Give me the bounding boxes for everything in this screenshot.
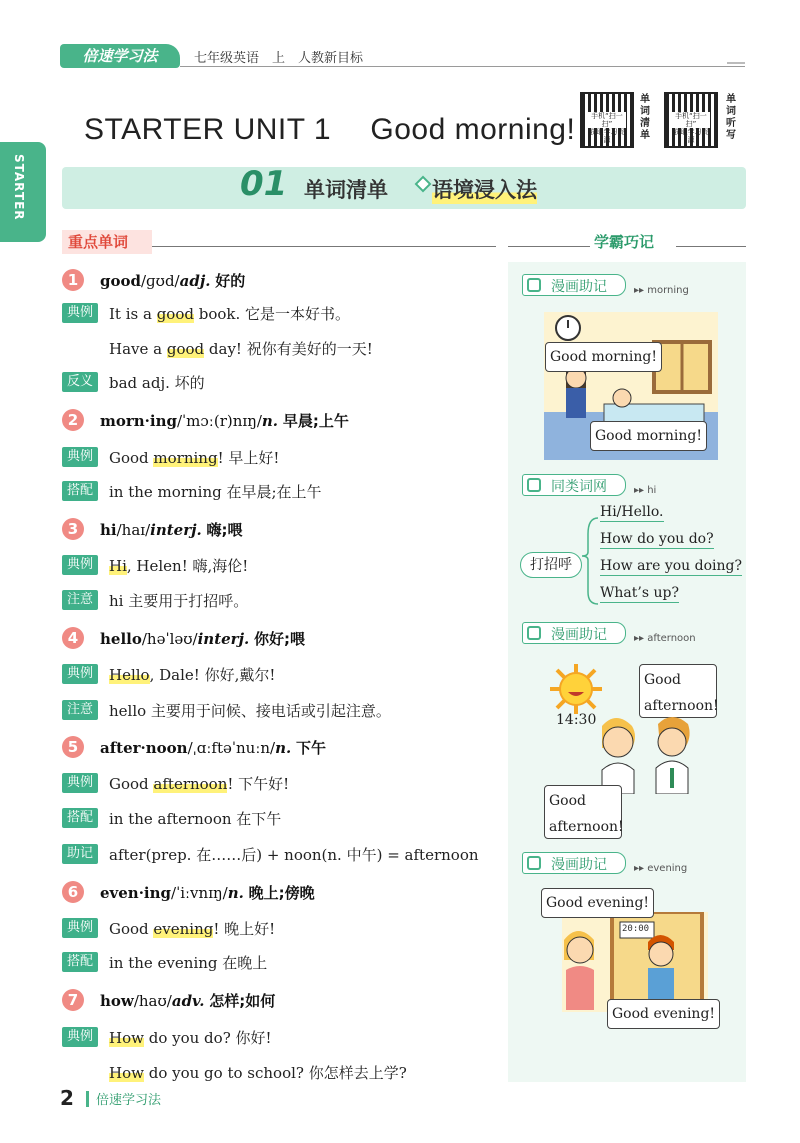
line-text: after(prep. 在……后) + noon(n. 中午) = afternoon	[109, 846, 479, 864]
example-line	[109, 808, 281, 829]
tag-badge: 典例	[62, 918, 98, 938]
tag-badge: 注意	[62, 590, 98, 610]
speech-bubble: Good morning!	[590, 421, 707, 451]
meaning: 晚上;傍晚	[248, 884, 315, 902]
highlighted-word: good	[166, 340, 205, 358]
headword-row	[100, 410, 349, 431]
example-line	[109, 481, 322, 502]
highlighted-word: How	[109, 1064, 144, 1082]
qr-side-label: 单词清单	[640, 94, 650, 141]
right-heading	[590, 230, 676, 254]
headword: how	[100, 992, 134, 1010]
tag-badge: 搭配	[62, 481, 98, 501]
example-line	[109, 664, 275, 685]
example-line	[109, 918, 275, 939]
line-text: It is a	[109, 305, 157, 323]
part-of-speech: n.	[261, 412, 279, 430]
bubble-line: afternoon!	[644, 698, 719, 714]
book-subtitle: 七年级英语 上 人教新目标	[194, 51, 364, 66]
unit-title: STARTER UNIT 1 Good morning!	[84, 113, 576, 146]
headword: good	[100, 272, 141, 290]
word-web-brace	[580, 504, 600, 608]
example-line	[109, 590, 248, 611]
footer-text: 倍速学习法	[96, 1093, 162, 1108]
word-web-label	[522, 474, 626, 496]
time-label: 14:30	[556, 712, 597, 728]
comic-sub-text: afternoon	[647, 633, 696, 644]
comic-label-text: 漫画助记	[551, 279, 607, 295]
line-text: ! 晚上好!	[213, 920, 276, 938]
highlighted-word: evening	[153, 920, 214, 938]
headword-row	[100, 270, 245, 291]
line-text: in the evening 在晚上	[109, 954, 268, 972]
example-line	[109, 952, 267, 973]
tag-badge: 典例	[62, 773, 98, 793]
section-number: 01	[240, 164, 288, 204]
speech-bubble: Good morning!	[545, 342, 662, 372]
line-text: do you go to school? 你怎样去上学?	[143, 1064, 407, 1082]
meaning: 好的	[215, 272, 246, 290]
line-text: in the afternoon 在下午	[109, 810, 282, 828]
tag-badge: 搭配	[62, 952, 98, 972]
headword-row	[100, 519, 243, 540]
grid-icon	[527, 478, 541, 492]
book-logo: 倍速学习法	[60, 44, 180, 68]
phonetic: /ˈmɔː(r)nɪŋ/	[177, 412, 262, 430]
meaning: 怎样;如何	[209, 992, 276, 1010]
highlighted-word: good	[156, 305, 194, 323]
entry-number: 1	[62, 269, 84, 291]
comic-sub: ▸▸ afternoon	[634, 633, 696, 644]
word-web-center	[520, 552, 582, 578]
headword-row	[100, 737, 326, 758]
afternoon-illustration	[594, 710, 698, 794]
tag-badge: 典例	[62, 555, 98, 575]
tag-badge: 典例	[62, 303, 98, 323]
tag-badge: 典例	[62, 447, 98, 467]
left-heading-label: 重点单词	[68, 233, 129, 251]
qr-code-icon[interactable]	[664, 92, 718, 148]
comic-label	[522, 274, 626, 296]
example-line	[109, 372, 205, 393]
word-web-item: Hi/Hello.	[600, 504, 664, 520]
qr-code-icon[interactable]	[580, 92, 634, 148]
right-heading-label: 学霸巧记	[594, 233, 655, 251]
comic-sub-text: evening	[647, 863, 688, 874]
grid-icon	[527, 856, 541, 870]
comic-sub-text: morning	[647, 285, 689, 296]
meaning: 嗨;喂	[206, 521, 243, 539]
phonetic: /ɡʊd/	[141, 272, 180, 290]
part-of-speech: interj.	[150, 521, 202, 539]
meaning: 你好;喂	[254, 630, 306, 648]
headword-row	[100, 628, 305, 649]
speech-bubble: Good evening!	[541, 888, 654, 918]
section-title: 单词清单	[304, 178, 388, 202]
tag-badge: 反义	[62, 372, 98, 392]
sun-icon	[548, 662, 604, 716]
bubble-line: Good	[549, 793, 587, 809]
headword: after·noon	[100, 739, 188, 757]
section-method: 语境浸入法	[432, 174, 537, 204]
line-text: Have a	[109, 340, 167, 358]
left-heading-line	[152, 246, 496, 247]
phonetic: /ˈiːvnɪŋ/	[171, 884, 228, 902]
clock-display: 20:00	[622, 924, 650, 934]
qr-caption-1: 手机“扫一扫”	[591, 112, 623, 128]
phonetic: /haɪ/	[116, 521, 151, 539]
entry-number: 4	[62, 627, 84, 649]
speech-bubble: Good evening!	[607, 999, 720, 1029]
header-divider	[180, 66, 745, 67]
line-text: , Helen! 嗨,海伦!	[126, 557, 249, 575]
example-line	[109, 447, 279, 468]
example-line	[109, 303, 350, 324]
right-heading-line	[508, 246, 590, 247]
line-text: hi 主要用于打招呼。	[109, 592, 249, 610]
headword: even·ing	[100, 884, 172, 902]
part-of-speech: adj.	[179, 272, 211, 290]
line-text: Good	[109, 920, 154, 938]
tag-badge: 注意	[62, 700, 98, 720]
comic-sub: ▸▸ morning	[634, 285, 689, 296]
highlighted-word: morning	[153, 449, 218, 467]
comic-label-text: 漫画助记	[551, 857, 607, 873]
tag-badge: 助记	[62, 844, 98, 864]
example-line	[109, 1027, 272, 1048]
word-web-item: What’s up?	[600, 585, 679, 601]
tag-badge: 搭配	[62, 808, 98, 828]
word-web-center-text: 打招呼	[530, 557, 572, 573]
line-text: hello 主要用于问候、接电话或引起注意。	[109, 702, 391, 720]
tag-badge: 典例	[62, 1027, 98, 1047]
line-text: Good	[109, 775, 154, 793]
grid-icon	[527, 626, 541, 640]
qr-caption-2: 获取学习资源	[589, 128, 625, 144]
word-web-item: How are you doing?	[600, 558, 743, 574]
highlighted-word: Hello	[109, 666, 150, 684]
entry-number: 2	[62, 409, 84, 431]
entry-number: 6	[62, 881, 84, 903]
line-text: do you do? 你好!	[143, 1029, 272, 1047]
entry-number: 7	[62, 989, 84, 1011]
example-line	[109, 1062, 407, 1083]
header-dash	[727, 62, 745, 64]
headword: morn·ing	[100, 412, 177, 430]
entry-number: 5	[62, 736, 84, 758]
word-web-item: How do you do?	[600, 531, 714, 547]
word-web-label-text: 同类词网	[551, 479, 607, 495]
bubble-line: afternoon!	[549, 819, 624, 835]
part-of-speech: interj.	[197, 630, 250, 648]
example-line	[109, 844, 479, 865]
word-web-sub-text: hi	[647, 485, 657, 496]
phonetic: /ˌɑːftəˈnuːn/	[187, 739, 276, 757]
qr-side-label: 单词听写	[726, 94, 736, 141]
comic-label-text: 漫画助记	[551, 627, 607, 643]
line-text: Good	[109, 449, 154, 467]
speech-bubble	[544, 785, 622, 839]
headword-row	[100, 990, 275, 1011]
line-text: bad adj. 坏的	[109, 374, 205, 392]
line-text: book. 它是一本好书。	[193, 305, 351, 323]
tag-badge: 典例	[62, 664, 98, 684]
word-web-sub: ▸▸ hi	[634, 485, 657, 496]
phonetic: /həˈləʊ/	[141, 630, 198, 648]
line-text: in the morning 在早晨;在上午	[109, 483, 322, 501]
headword: hi	[100, 521, 117, 539]
highlighted-word: afternoon	[153, 775, 228, 793]
side-tab-label: STARTER	[12, 154, 26, 221]
line-text: ! 下午好!	[227, 775, 290, 793]
example-line	[109, 338, 373, 359]
section-banner	[62, 167, 746, 209]
right-heading-line	[676, 246, 746, 247]
side-tab	[0, 142, 46, 242]
left-heading	[62, 230, 152, 254]
part-of-speech: n.	[275, 739, 292, 757]
footer-divider	[86, 1091, 89, 1107]
line-text: ! 早上好!	[217, 449, 280, 467]
meaning: 下午	[296, 739, 327, 757]
bubble-line: Good	[644, 672, 682, 688]
page-number: 2	[60, 1086, 74, 1110]
line-text: , Dale! 你好,戴尔!	[149, 666, 276, 684]
qr-caption-1: 手机“扫一扫”	[675, 112, 707, 128]
part-of-speech: n.	[227, 884, 244, 902]
phonetic: /haʊ/	[133, 992, 172, 1010]
grid-icon	[527, 278, 541, 292]
example-line	[109, 773, 289, 794]
qr-caption-2: 获取学习资源	[673, 128, 709, 144]
highlighted-word: How	[109, 1029, 144, 1047]
line-text: day! 祝你有美好的一天!	[204, 340, 373, 358]
entry-number: 3	[62, 518, 84, 540]
headword: hello	[100, 630, 142, 648]
comic-sub: ▸▸ evening	[634, 863, 688, 874]
comic-label	[522, 852, 626, 874]
highlighted-word: Hi	[109, 557, 127, 575]
example-line	[109, 700, 391, 721]
comic-label	[522, 622, 626, 644]
headword-row	[100, 882, 315, 903]
meaning: 早晨;上午	[282, 412, 349, 430]
example-line	[109, 555, 248, 576]
part-of-speech: adv.	[171, 992, 205, 1010]
